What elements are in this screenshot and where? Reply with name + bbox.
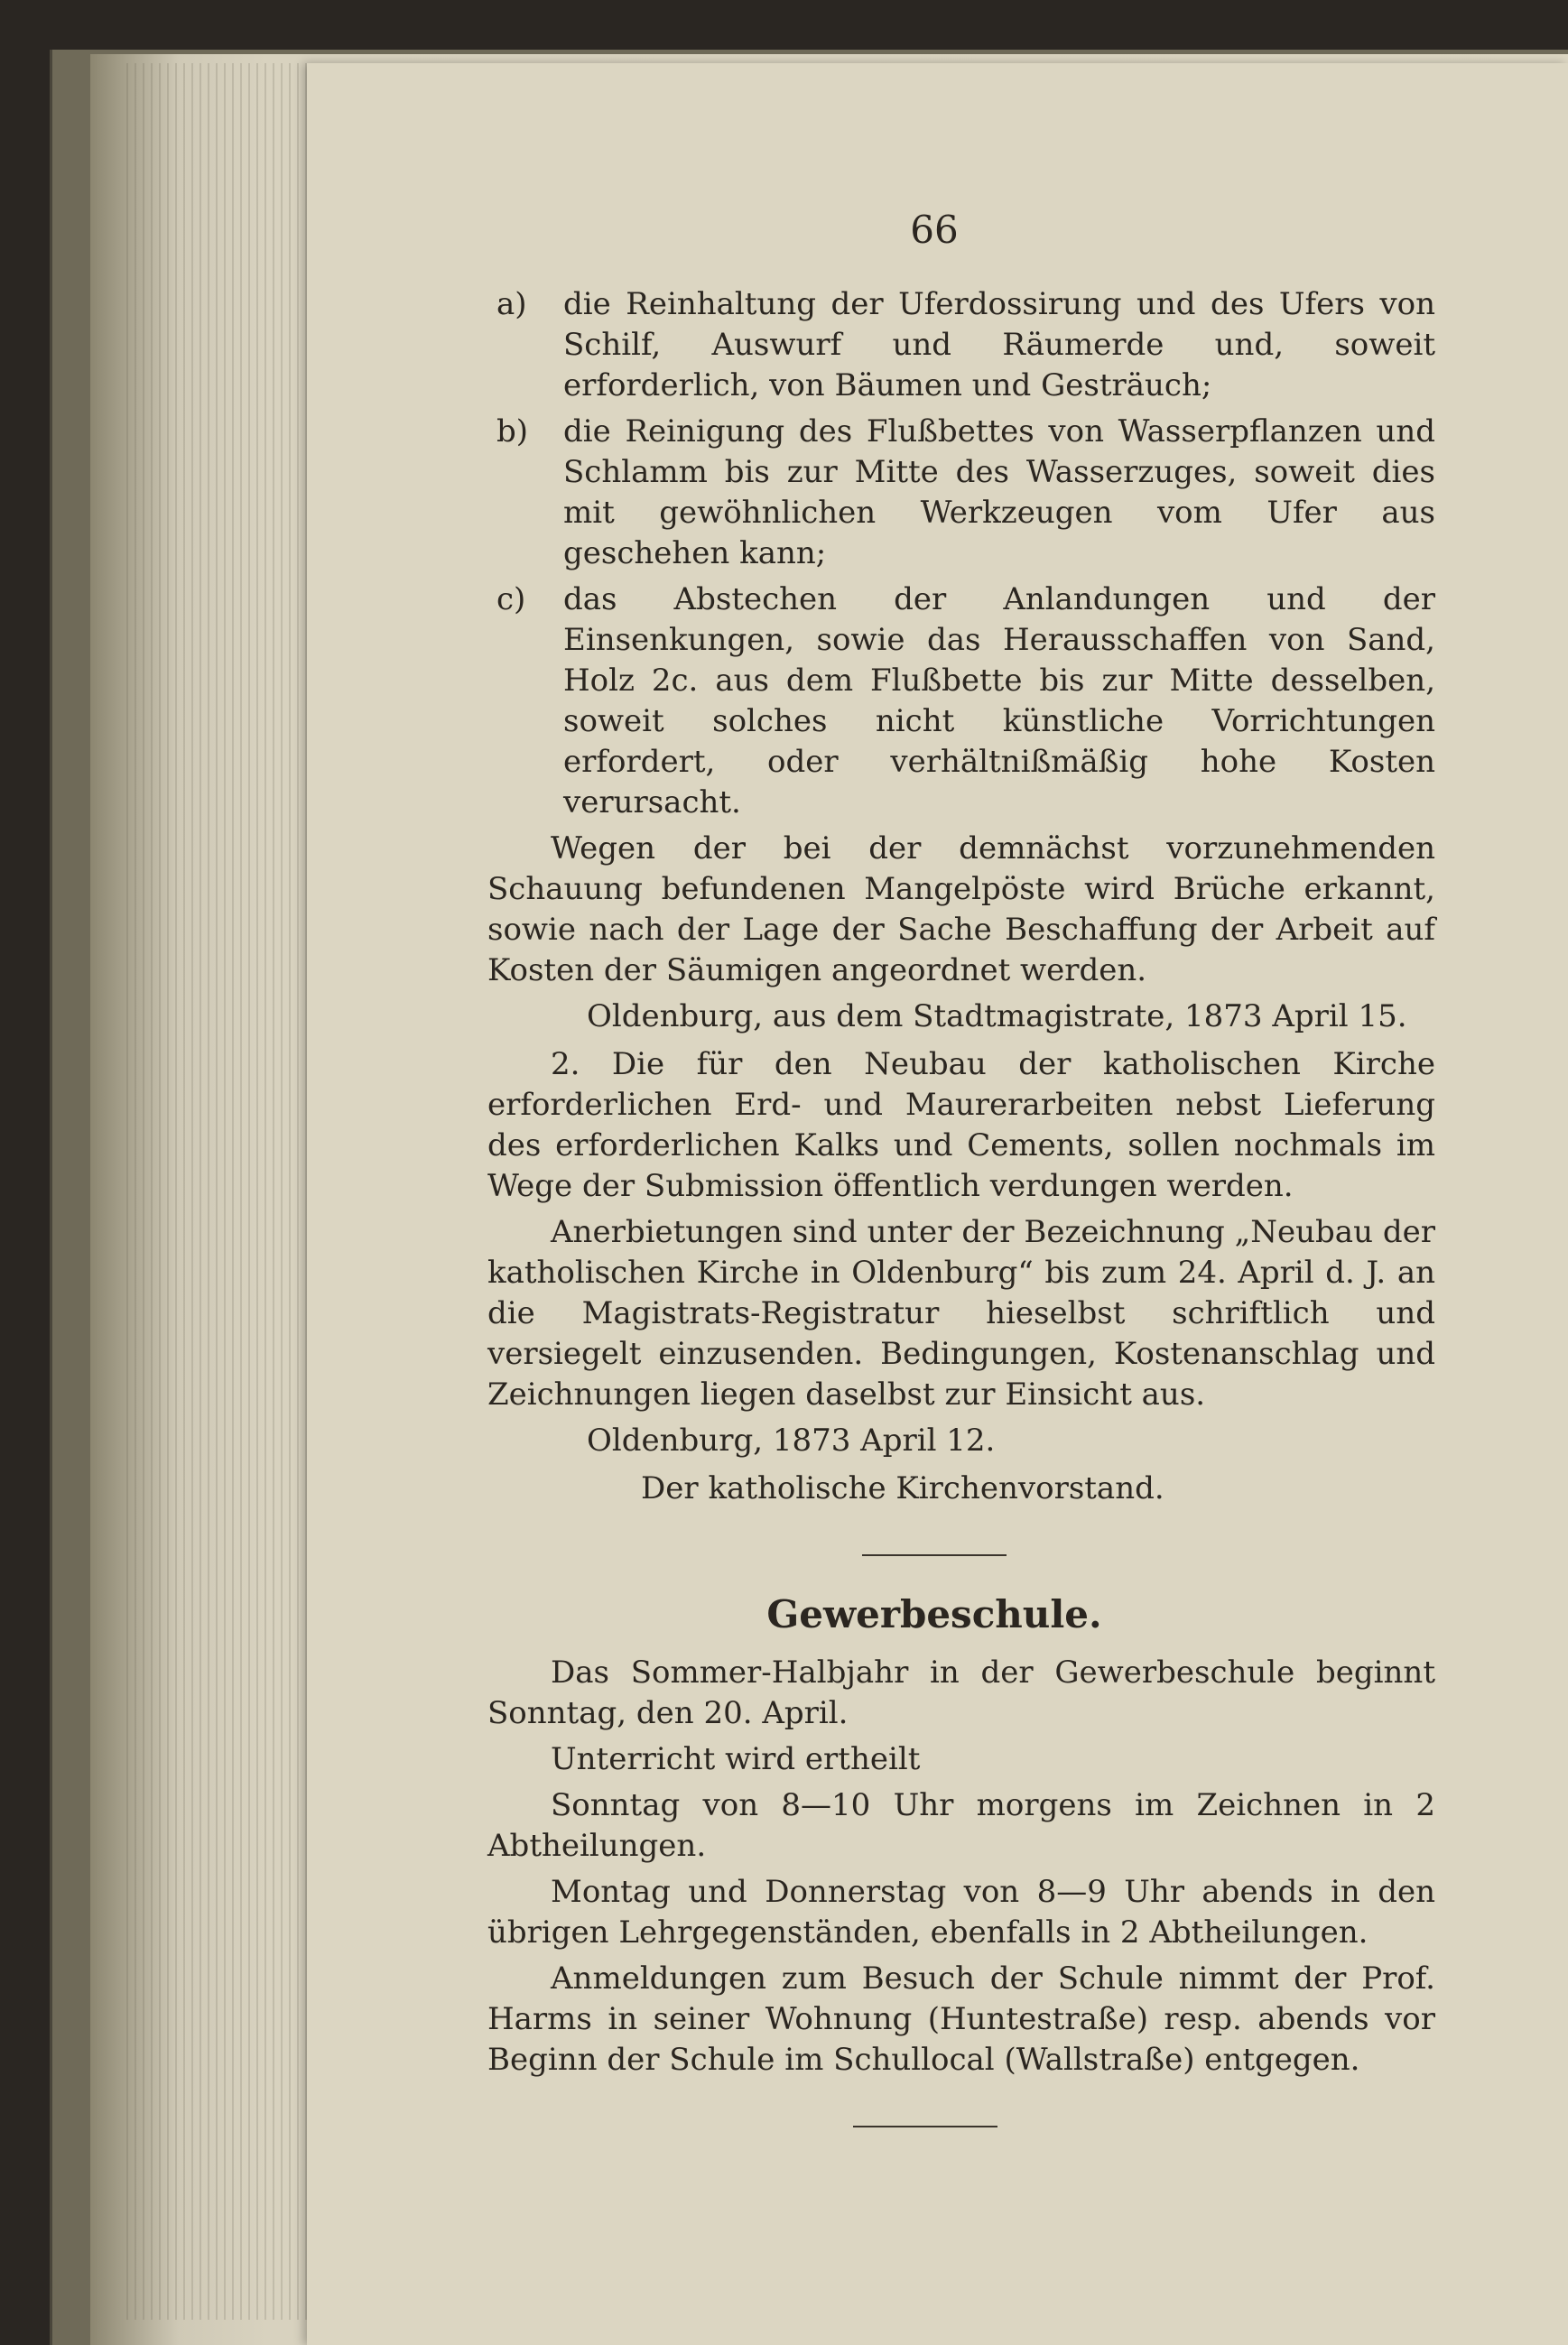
paragraph-wegen: Wegen der bei der demnächst vorzunehmenden Schauung befundenen Mangelpöste wird Brüche erkannt, sowie nach der Lage der Sache Beschaffung der Arbeit auf Kosten der Säumigen angeordnet werden.	[487, 830, 1435, 988]
list-item-b	[487, 412, 1435, 574]
list-item-label: a)	[496, 286, 527, 322]
signoff-date: Oldenburg, 1873 April 12.	[587, 1423, 996, 1459]
signoff-magistrate: Oldenburg, aus dem Stadtmagistrate, 1873 April 15.	[587, 998, 1407, 1034]
list-item-c	[487, 579, 1435, 823]
paragraph-anmeldungen: Anmeldungen zum Besuch der Schule nimmt der Prof. Harms in seiner Wohnung (Huntestraße) resp. abends vor Beginn der Schule im Schullocal (Wallstraße) entgegen.	[487, 1960, 1435, 2078]
list-item-text: die Reinigung des Flußbettes von Wasserpflanzen und Schlamm bis zur Mitte des Wasserzuges, soweit dies mit gewöhnlichen Werkzeugen vom Ufer aus geschehen kann;	[563, 413, 1435, 571]
page-number: 66	[910, 208, 959, 252]
paragraph-unterricht: Unterricht wird ertheilt	[551, 1741, 921, 1777]
paragraph-neubau: 2. Die für den Neubau der katholischen Kirche erforderlichen Erd- und Maurerarbeiten nebst Lieferung des erforderlichen Kalks und Cements, sollen nochmals im Wege der Submission öffentlich verdungen werden.	[487, 1046, 1435, 1204]
list-item-label: b)	[496, 413, 529, 450]
list-item-a	[487, 284, 1435, 406]
paragraph-sommer: Das Sommer-Halbjahr in der Gewerbeschule beginnt Sonntag, den 20. April.	[487, 1654, 1435, 1731]
bottom-divider	[853, 2126, 997, 2127]
signature-kirchenvorstand: Der katholische Kirchenvorstand.	[641, 1470, 1164, 1506]
paragraph-anerbietungen: Anerbietungen sind unter der Bezeichnung „Neubau der katholischen Kirche in Oldenburg“ bis zum 24. April d. J. an die Magistrats-Registratur hieselbst schriftlich und versiegelt einzusenden. Bedingungen, Kostenanschlag und Zeichnungen liegen daselbst zur Einsicht aus.	[487, 1214, 1435, 1413]
list-item-label: c)	[496, 581, 526, 617]
paragraph-sonntag: Sonntag von 8—10 Uhr morgens im Zeichnen in 2 Abtheilungen.	[487, 1787, 1435, 1864]
section-divider	[862, 1554, 1007, 1556]
list-item-text: das Abstechen der Anlandungen und der Einsenkungen, sowie das Herausschaffen von Sand, Holz 2c. aus dem Flußbette bis zur Mitte desselben, soweit solches nicht künstliche Vorrichtungen erfordert, oder verhältnißmäßig hohe Kosten verursacht.	[563, 581, 1435, 820]
list-item-text: die Reinhaltung der Uferdossirung und des Ufers von Schilf, Auswurf und Räumerde und, soweit erforderlich, von Bäumen und Gesträuch;	[563, 286, 1435, 403]
page-leaf-edges	[126, 63, 307, 2320]
paragraph-montag: Montag und Donnerstag von 8—9 Uhr abends in den übrigen Lehrgegenständen, ebenfalls in 2 Abtheilungen.	[487, 1874, 1435, 1951]
page-content	[487, 208, 1435, 2127]
section-heading: Gewerbeschule.	[766, 1592, 1102, 1636]
